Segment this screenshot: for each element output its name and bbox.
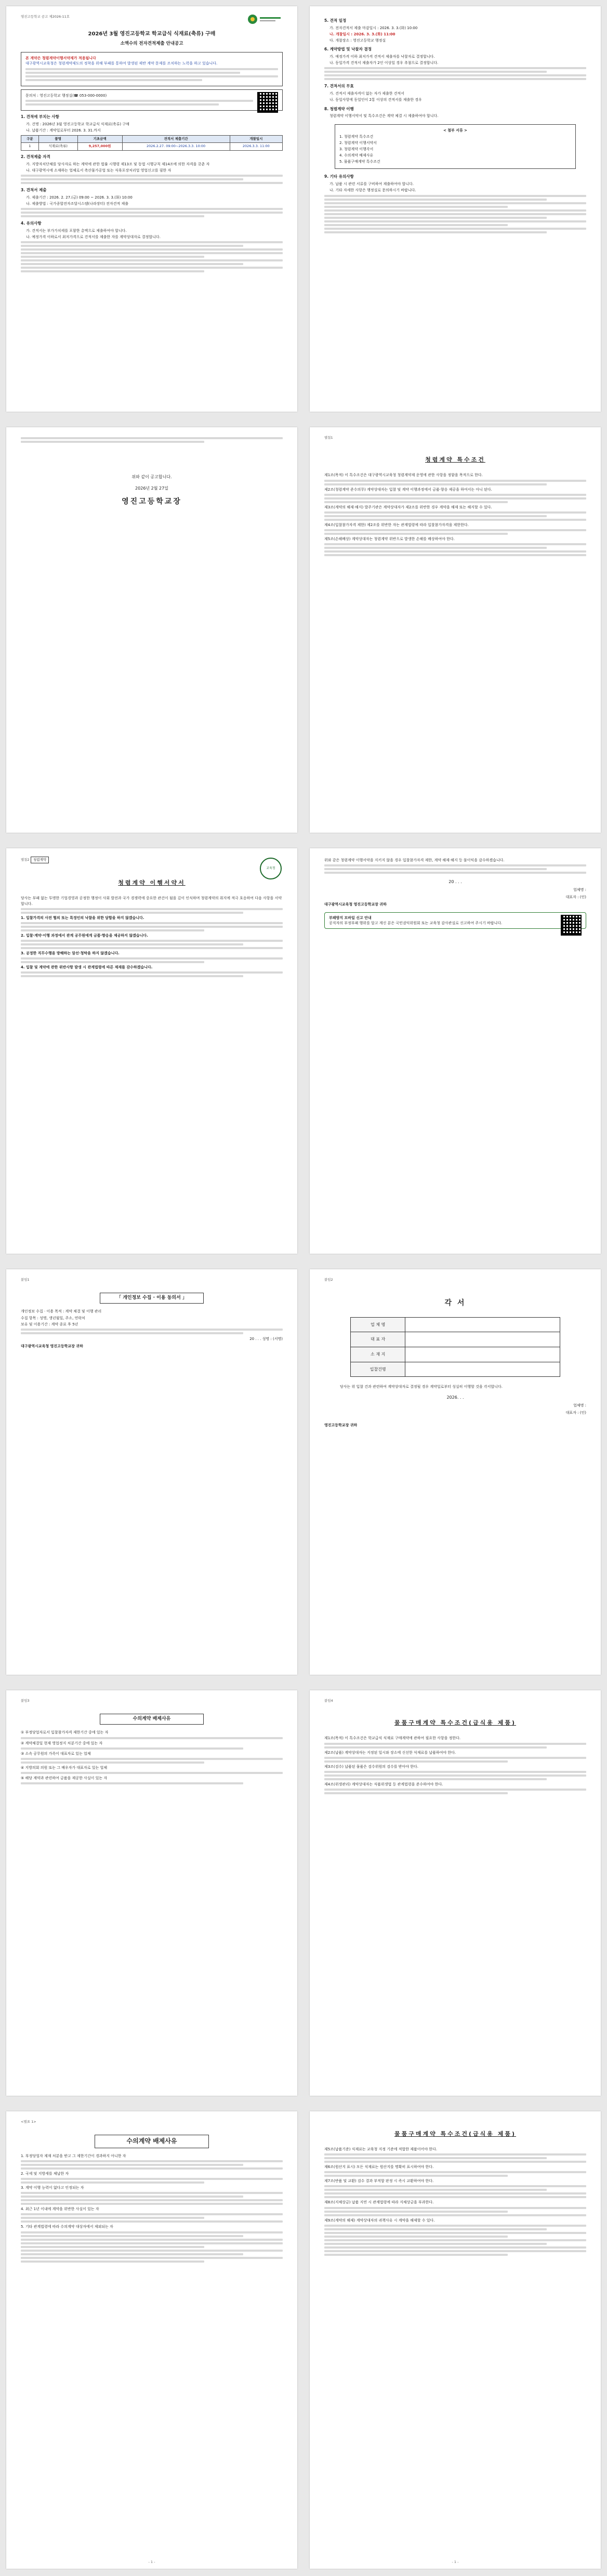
table-row [21,143,283,150]
section-line: 가. 지방자치단체를 당사자로 하는 계약에 관한 법률 시행령 제13조 및 동법 시행규칙 제14조에 의한 자격을 갖춘 자 [26,162,210,166]
purchase-conditions-page-2 [310,2111,601,2569]
memorandum-title: 각 서 [444,1299,466,1308]
report-box-text: 공직자의 부정부패 행위를 알고 계신 분은 국민권익위원회 또는 교육청 감사관실로 신고하여 주시기 바랍니다. [329,921,503,926]
integrity-box [21,52,283,86]
table-header: 구분 [21,135,39,142]
section-line: 가. 제출기간 : 2026. 2. 27.(금) 09:00 ~ 2026. 3. 3.(화) 10:00 [26,195,133,200]
attachment-list-box [335,124,576,169]
section-line: 가. 예정가격 이하 최저가격 견적서 제출자를 낙찰자로 결정합니다. [329,55,435,59]
pledge-content: 위와 같은 청렴계약 이행서약을 지키지 않을 경우 입찰참가자격 제한, 계약 해제·해지 등 불이익을 감수하겠습니다. [324,858,505,862]
page-number: - 1 - [148,2559,155,2564]
report-box [324,912,586,929]
memorandum-page [310,1269,601,1675]
sign-company: 업체명 : [573,887,586,892]
exclusion-item: ⑤ 해당 계약과 관련하여 금품을 제공한 사실이 있는 자 [21,1776,108,1781]
integrity-pledge-page [6,848,297,1254]
article: 제4조(위생관리) 계약상대자는 식품위생법 등 관계법령을 준수하여야 한다. [324,1782,443,1786]
section-heading: 8. 청렴계약 이행 [324,106,354,111]
pledge-item: 1. 입찰가격의 사전 협의 또는 특정인의 낙찰을 위한 담합을 하지 않겠습니다. [21,915,144,920]
section-heading: 3. 견적서 제출 [21,187,47,192]
addressee: 대구광역시교육청 영진고등학교장 귀하 [324,902,387,907]
table-cell: 2026.2.27. 09:00~2026.3.3. 10:00 [122,143,230,150]
exclusion-item: ④ 지방의회 의원 또는 그 배우자가 대표자로 있는 업체 [21,1765,108,1770]
table-header: 기초금액 [77,135,122,142]
exclusion-item: 2. 국세 및 지방세를 체납한 자 [21,2171,69,2176]
section-line: 가. 납품 시 관련 서류를 구비하여 제출하여야 합니다. [329,182,414,187]
exclusion-item: 5. 기타 관계법령에 따라 수의계약 대상자에서 제외되는 자 [21,2225,113,2229]
table-row: 대 표 자 [351,1332,560,1347]
page-number: - 1 - [452,2559,459,2564]
contact-text: 문의처 : 영진고등학교 행정실(☎ 053-000-0000) [25,93,107,98]
table-cell: 1 [21,143,39,150]
sign-ceo: 대표자 : (인) [565,895,586,899]
notice-page-1 [6,6,297,412]
exclusion-item: 4. 최근 1년 이내에 계약을 위반한 사실이 있는 자 [21,2207,99,2212]
section-line: 나. 예정가격 이하로서 최저가격으로 견적서를 제출한 자를 계약상대자로 결정합니다. [26,234,161,239]
notice-date: 2026년 2월 27일 [135,485,168,491]
section-line: 나. 제출방법 : 국가종합전자조달시스템(나라장터) 전자견적 제출 [26,201,128,206]
attachment-item: 3. 청렴계약 이행각서 [339,147,374,152]
table-header: 품명 [38,135,77,142]
exclusion-table-page [6,2111,297,2569]
exclusion-main-title: 수의계약 배제사유 [95,2135,209,2148]
section-line: 청렴계약 이행서약서 및 특수조건은 계약 체결 시 제출하여야 합니다. [329,114,439,119]
form-field[interactable] [405,1347,560,1362]
consent-line: 보유 및 이용기간 : 계약 종료 후 5년 [21,1322,78,1326]
office-seal: 교육청 [260,858,282,879]
table-header: 견적서 제출기간 [122,135,230,142]
closing-text: 위와 같이 공고합니다. [131,475,172,479]
education-office-logo [246,12,283,26]
attachment-label: 붙임2 [324,1278,333,1282]
section-line: 나. 대구광역시에 소재하는 업체로서 축산물가공업 또는 식육포장처리업 영업신고를 필한 자 [26,168,171,173]
attachment-label: 별첨1 [324,436,333,440]
article: 제5조(손해배상) 계약상대자는 청렴계약 위반으로 발생한 손해를 배상하여야 한다. [324,536,455,541]
attachment-label: 별첨2 [21,858,30,862]
document-title: 청렴계약 특수조건 [425,456,485,464]
section-line: 나. 납품기간 : 계약일로부터 2026. 3. 31.까지 [26,128,101,133]
notice-subtitle: 소액수의 전자견적제출 안내공고 [120,41,183,46]
article: 제7조(반품 및 교환) 검수 결과 부적합 판정 시 즉시 교환하여야 한다. [324,2179,434,2184]
memorandum-content: 당사는 위 입찰 건과 관련하여 계약상대자로 결정될 경우 계약일로부터 성실히 이행할 것을 각서합니다. [340,1385,503,1389]
pledge-header [21,857,283,863]
article: 제1조(목적) 이 특수조건은 대구광역시교육청 청렴계약제 운영에 관한 사항을 정함을 목적으로 한다. [324,473,483,478]
attachment-item: 5. 물품구매계약 특수조건 [339,160,380,164]
attachment-item: 4. 수의계약 배제사유 [339,153,374,158]
purchase-conditions-page [310,1690,601,2096]
table-label: <별표 1> [21,2120,36,2124]
pledge-date: 20 . . . [448,879,462,885]
section-heading: 4. 유의사항 [21,220,42,226]
attachment-label: 붙임4 [324,1699,333,1703]
notice-page-3 [6,427,297,833]
table-cell: 식재료(축류) [38,143,77,150]
report-box-title: 부패방지 모바일 신고 안내 [329,916,372,921]
section-line: 나. 동일가격 견적서 제출자가 2인 이상일 경우 추첨으로 결정합니다. [329,61,439,65]
consent-line: 개인정보 수집 · 이용 목적 : 계약 체결 및 이행 관리 [21,1309,102,1314]
integrity-notice: 본 계약은 청렴계약이행서약제가 적용됩니다 [25,56,96,61]
school-name: 영진고등학교장 [122,497,182,506]
section-line: 나. 개찰일시 : 2026. 3. 3.(화) 11:00 [329,32,395,37]
pledge-intro: 당사는 부패 없는 투명한 기업경영과 공정한 행정이 사회 발전과 국가 경쟁력에 중요한 관건이 됨을 깊이 인식하며 청렴계약의 취지에 적극 호응하여 다음 사항을 서약합니다. [21,896,282,906]
attachment-item: 2. 청렴계약 이행서약서 [339,140,377,145]
consent-line: 수집 항목 : 성명, 생년월일, 주소, 연락처 [21,1316,85,1320]
table-row: 업 체 명 [351,1317,560,1332]
report-qr-code[interactable] [561,915,582,936]
table-cell: 9,257,000원 [77,143,122,150]
notice-page-2 [310,6,601,412]
pledge-item: 4. 입찰 및 계약에 관한 위반사항 발생 시 관계법령에 따른 제재를 감수하겠습니다. [21,965,153,970]
integrity-tag: 청렴계약 [31,857,49,863]
exclusion-item: ② 계약체결일 현재 영업정지 처분기간 중에 있는 자 [21,1741,103,1745]
table-row: 입찰건명 [351,1362,560,1377]
header-note: 영진고등학교 공고 제2026-11호 [21,15,70,19]
article: 제8조(지체상금) 납품 지연 시 관계법령에 따라 지체상금을 부과한다. [324,2200,434,2205]
qr-code[interactable] [257,92,278,113]
section-line: 가. 전자견적서 제출 마감일시 : 2026. 3. 3.(화) 10:00 [329,25,418,30]
addressee: 대구광역시교육청 영진고등학교장 귀하 [21,1344,83,1349]
addressee: 영진고등학교장 귀하 [324,1423,358,1428]
section-line: 가. 견적서는 부가가치세를 포함한 총액으로 제출하여야 합니다. [26,228,127,233]
exclusion-page [6,1690,297,2096]
section-heading: 6. 계약방법 및 낙찰자 결정 [324,47,372,52]
attachment-list-title: < 첨부 서류 > [443,128,468,133]
contact-box [21,89,283,111]
notice-title: 2026년 3월 영진고등학교 학교급식 식재료(축류) 구매 [88,31,216,37]
form-field[interactable] [405,1332,560,1347]
exclusion-item: 1. 부정당업자 제재 처분을 받고 그 제한기간이 경과하지 아니한 자 [21,2153,126,2158]
memorandum-date: 2026. . . [446,1395,464,1400]
section-heading: 1. 견적에 부치는 사항 [21,114,59,119]
section-line: 가. 견적서 제출자격이 없는 자가 제출한 견적서 [329,91,405,96]
conditions-title: 물품구매계약 특수조건(급식용 제품) [394,1719,517,1727]
attachment-item: 1. 청렴계약 특수조건 [339,134,374,139]
integrity-text: 대구광역시교육청은 청렴계약제도의 정착을 위해 부패를 통하여 발생된 제반 계약 문제를 조치하는 노력을 하고 있습니다. [25,61,218,66]
article: 제1조(목적) 이 특수조건은 학교급식 식재료 구매계약에 관하여 필요한 사항을 정한다. [324,1736,461,1741]
consent-title: 「 개인정보 수집 · 이용 동의서 」 [100,1293,204,1304]
article: 제2조(청렴계약 준수의무) 계약상대자는 입찰 및 계약 이행과정에서 금품·향응 제공을 하여서는 아니 된다. [324,487,492,492]
article: 제4조(입찰참가자격 제한) 제2조를 위반한 자는 관계법령에 따라 입찰참가자격을 제한한다. [324,522,469,527]
memorandum-table [350,1317,560,1377]
article: 제3조(계약의 해제·해지) 발주기관은 계약상대자가 제2조를 위반한 경우 계약을 해제 또는 해지할 수 있다. [324,505,492,509]
section-heading: 9. 기타 유의사항 [324,174,354,179]
table-row: 소 재 지 [351,1347,560,1362]
exclusion-item: ③ 소속 공무원의 가족이 대표자로 있는 업체 [21,1751,91,1756]
exclusion-item: ① 부정당업자로서 입찰참가자격 제한기간 중에 있는 자 [21,1730,109,1735]
exclusion-title: 수의계약 배제사유 [100,1714,204,1725]
memorandum-ceo: 대표자 : (인) [565,1410,586,1415]
article: 제2조(납품) 계약상대자는 지정된 일시와 장소에 신선한 식재료를 납품하여야 한다. [324,1750,456,1755]
exclusion-item: 3. 계약 이행 능력이 없다고 인정되는 자 [21,2186,84,2190]
table-cell: 2026.3.3. 11:00 [230,143,282,150]
section-line: 가. 건명 : 2026년 3월 영진고등학교 학교급식 식재료(축류) 구매 [26,122,129,126]
table-header: 개찰일시 [230,135,282,142]
memorandum-company: 업체명 : [573,1403,586,1408]
article: 제3조(검수) 납품된 물품은 검수위원의 검수를 받아야 한다. [324,1764,419,1769]
integrity-pledge-page-2 [310,848,601,1254]
section-heading: 7. 견적서의 무효 [324,84,354,89]
section-line: 나. 동일사항에 동일인이 2통 이상의 견적서를 제출한 경우 [329,98,422,102]
bid-table [21,135,283,151]
pledge-item: 2. 입찰·계약·이행 과정에서 관계 공무원에게 금품·향응을 제공하지 않겠습니다. [21,933,148,938]
section-heading: 2. 견적제출 자격 [21,154,50,159]
document-title: 청렴계약 이행서약서 [118,879,186,887]
conditions-title: 물품구매계약 특수조건(급식용 제품) [394,2131,517,2137]
article: 제5조(납품기준) 식재료는 교육청 지정 기준에 적합한 제품이어야 한다. [324,2147,438,2151]
consent-signature: 20 . . . 성명 : (서명) [249,1336,283,1341]
special-conditions-page [310,427,601,833]
form-field[interactable] [405,1317,560,1332]
article: 제6조(원산지 표시) 모든 식재료는 원산지를 명확히 표시하여야 한다. [324,2165,434,2170]
attachment-label: 붙임3 [21,1699,30,1703]
pledge-item: 3. 공정한 직무수행을 방해하는 알선·청탁을 하지 않겠습니다. [21,951,120,955]
section-line: 나. 기타 자세한 사항은 행정실로 문의하시기 바랍니다. [329,188,416,193]
article: 제9조(계약의 해제) 계약상대자의 귀책사유 시 계약을 해제할 수 있다. [324,2218,435,2223]
privacy-consent-page [6,1269,297,1675]
section-heading: 5. 견적 일정 [324,18,347,23]
form-field[interactable] [405,1362,560,1377]
section-line: 다. 개찰장소 : 영진고등학교 행정실 [329,38,386,43]
attachment-label: 붙임1 [21,1278,30,1282]
